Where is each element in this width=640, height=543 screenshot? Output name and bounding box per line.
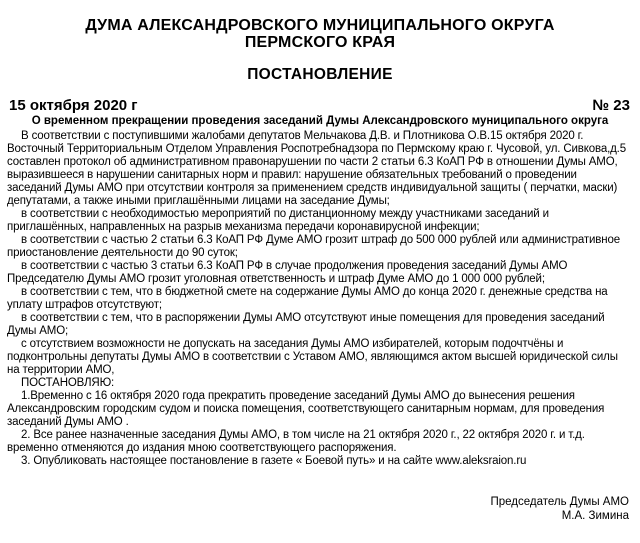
paragraph-distancing: в соответствии с необходимостью мероприятий по дистанционному между участниками заседаний и приглашённых, направленных на разрыв механизма передачи коронавирусной инфекции; [7, 208, 549, 233]
paragraph-item-3: 3. Опубликовать настоящее постановление в газете « Боевой путь» и на сайте www.aleksraion.ru [21, 455, 527, 467]
signature-position: Председатель Думы АМО [490, 496, 629, 508]
document-subject: О временном прекращении проведения заседаний Думы Александровского муниципального округа [31, 115, 609, 127]
paragraph-budget: в соответствии с тем, что в бюджетной смете на содержание Думы АМО до конца 2020 г. денежные средства на уплату штрафов отсутствуют; [7, 286, 608, 311]
paragraph-resolve: ПОСТАНОВЛЯЮ: [21, 377, 115, 389]
paragraph-premises: в соответствии с тем, что в распоряжении Думы АМО отсутствуют иные помещения для проведения заседаний Думы АМО; [7, 312, 605, 337]
document-type-title: ПОСТАНОВЛЕНИЕ [247, 66, 393, 83]
org-name-line-2: ПЕРМСКОГО КРАЯ [244, 34, 396, 51]
paragraph-item-1: 1.Временно с 16 октября 2020 года прекратить проведение заседаний Думы АМО до вынесения решения Александровским городским судом и поиска помещения, соответствующего санитарным нормам, для проведения заседаний Думы АМО . [7, 390, 605, 428]
paragraph-fine-part3: в соответствии с частью 3 статьи 6.3 КоАП РФ в случае продолжения проведения заседаний Думы АМО Председателю Думы АМО грозит уголовная ответственность и штраф Думе АМО до 1 000 000 рублей; [7, 260, 568, 285]
document-date: 15 октября 2020 г [9, 97, 138, 114]
signature-name: М.А. Зимина [561, 510, 629, 522]
document-number: № 23 [592, 97, 630, 114]
paragraph-fine-part2: в соответствии с частью 2 статьи 6.3 КоАП РФ Думе АМО грозит штраф до 500 000 рублей или административное приостановление деятельности до 90 суток; [7, 234, 620, 259]
org-name-line-1: ДУМА АЛЕКСАНДРОВСКОГО МУНИЦИПАЛЬНОГО ОКРУГА [85, 17, 555, 34]
date-number-line [9, 97, 630, 115]
paragraph-item-2: 2. Все ранее назначенные заседания Думы АМО, в том числе на 21 октября 2020 г., 22 октября 2020 г. и т.д. временно отменяются до издания мною соответствующего распоряжения. [7, 429, 585, 454]
paragraph-complaints: В соответствии с поступившими жалобами депутатов Мельчакова Д.В. и Плотникова О.В.15 октября 2020 г. Восточный Территориальным Отделом Управления Роспотребнадзора по Пермскому краю г. Чусовой, ул. Сивкова,д.5 составлен протокол об административном правонарушении по части 2 статьи 6.3 КоАП РФ в отношении Думы АМО, выразившееся в нарушении санитарных норм и правил: нарушение обязательных требований о проведении заседаний Думы АМО при отсутствии контроля за применением средств индивидуальной защиты ( перчатки, маски) депутатами, а также иными приглашёнными лицами на заседание Думы; [7, 130, 626, 207]
document-body [7, 130, 631, 468]
paragraph-voters: с отсутствием возможности не допускать на заседания Думы АМО избирателей, которым подочтчёны и подконтрольны депутаты Думы АМО в соответствии с Уставом АМО, являющимся актом высшей юридической силы на территории АМО, [7, 338, 618, 376]
